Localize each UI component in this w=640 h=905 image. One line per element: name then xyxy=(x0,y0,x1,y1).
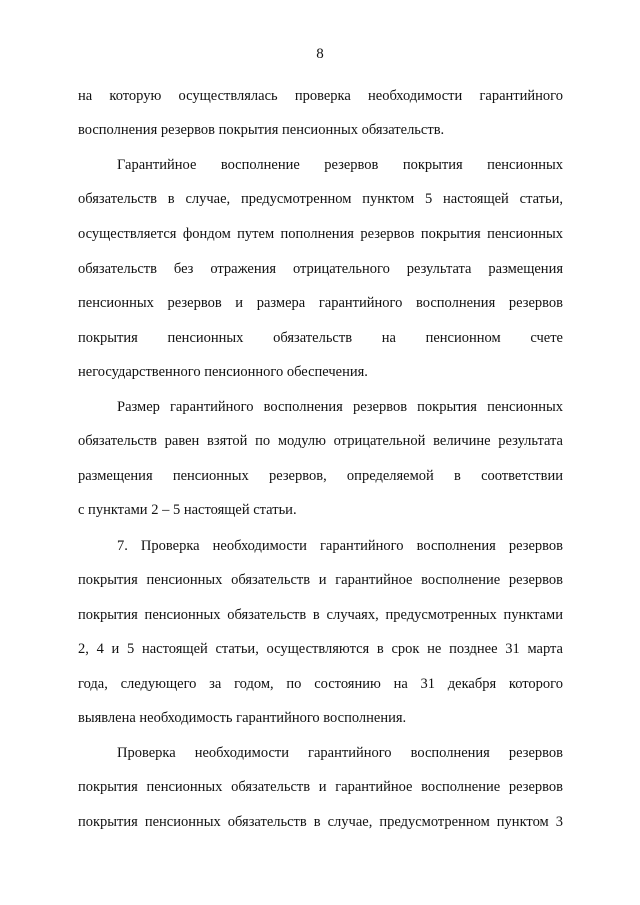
text-line: с пунктами 2 – 5 настоящей статьи. xyxy=(78,502,297,518)
text-line: покрытия пенсионных обязательств и гарантийное восполнение резервов xyxy=(78,779,563,795)
text-line: негосударственного пенсионного обеспечения. xyxy=(78,364,368,380)
text-line: покрытия пенсионных обязательств и гарантийное восполнение резервов xyxy=(78,572,563,588)
text-line: обязательств в случае, предусмотренном пунктом 5 настоящей статьи, xyxy=(78,191,563,207)
text-line: 7. Проверка необходимости гарантийного восполнения резервов xyxy=(117,538,563,554)
text-line: Размер гарантийного восполнения резервов покрытия пенсионных xyxy=(117,399,563,415)
text-line: выявлена необходимость гарантийного восполнения. xyxy=(78,710,407,726)
text-line: покрытия пенсионных обязательств в случае, предусмотренном пунктом 3 xyxy=(78,814,563,830)
text-line: пенсионных резервов и размера гарантийного восполнения резервов xyxy=(78,295,563,311)
text-line: на которую осуществлялась проверка необходимости гарантийного xyxy=(78,88,563,104)
text-line: Проверка необходимости гарантийного восполнения резервов xyxy=(117,745,563,761)
text-line: покрытия пенсионных обязательств в случаях, предусмотренных пунктами xyxy=(78,607,563,623)
text-line: покрытия пенсионных обязательств на пенсионном счете xyxy=(78,330,563,346)
page-number: 8 xyxy=(316,46,324,62)
text-line: обязательств равен взятой по модулю отрицательной величине результата xyxy=(78,433,563,449)
text-line: года, следующего за годом, по состоянию на 31 декабря которого xyxy=(78,676,563,692)
text-line: Гарантийное восполнение резервов покрытия пенсионных xyxy=(117,157,563,173)
text-line: 2, 4 и 5 настоящей статьи, осуществляются в срок не позднее 31 марта xyxy=(78,641,563,657)
text-line: осуществляется фондом путем пополнения резервов покрытия пенсионных xyxy=(78,226,563,242)
text-line: размещения пенсионных резервов, определяемой в соответствии xyxy=(78,468,563,484)
text-line: восполнения резервов покрытия пенсионных обязательств. xyxy=(78,122,445,138)
text-line: обязательств без отражения отрицательного результата размещения xyxy=(78,261,563,277)
